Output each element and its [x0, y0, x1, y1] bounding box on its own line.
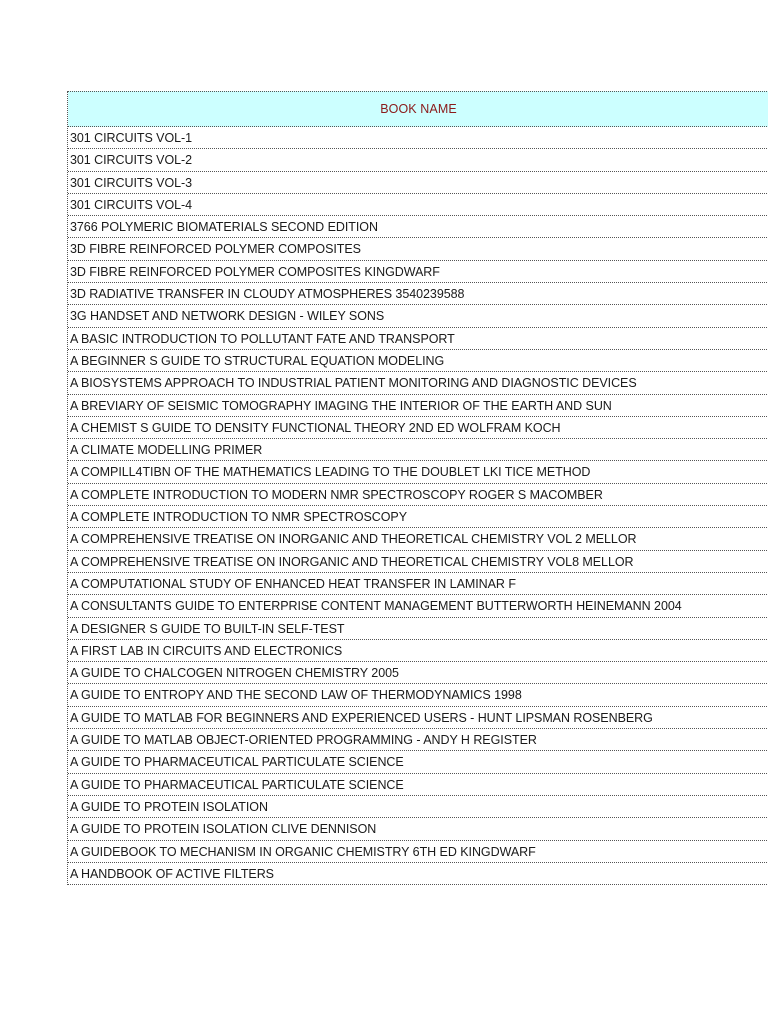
table-row: A CONSULTANTS GUIDE TO ENTERPRISE CONTENT MANAGEMENT BUTTERWORTH HEINEMANN 2004 [68, 595, 768, 617]
table-row: 301 CIRCUITS VOL-3 [68, 172, 768, 194]
table-row: A GUIDE TO ENTROPY AND THE SECOND LAW OF THERMODYNAMICS 1998 [68, 684, 768, 706]
table-row: 301 CIRCUITS VOL-2 [68, 149, 768, 171]
table-row: A BASIC INTRODUCTION TO POLLUTANT FATE AND TRANSPORT [68, 328, 768, 350]
table-row: A BEGINNER S GUIDE TO STRUCTURAL EQUATION MODELING [68, 350, 768, 372]
table-row: A COMPREHENSIVE TREATISE ON INORGANIC AND THEORETICAL CHEMISTRY VOL 2 MELLOR [68, 528, 768, 550]
book-list-table [67, 91, 768, 885]
table-row: 3G HANDSET AND NETWORK DESIGN - WILEY SONS [68, 305, 768, 327]
table-row: A FIRST LAB IN CIRCUITS AND ELECTRONICS [68, 640, 768, 662]
table-row: A GUIDE TO PHARMACEUTICAL PARTICULATE SCIENCE [68, 751, 768, 773]
table-row: A GUIDE TO PROTEIN ISOLATION [68, 796, 768, 818]
table-row: A GUIDE TO MATLAB FOR BEGINNERS AND EXPERIENCED USERS - HUNT LIPSMAN ROSENBERG [68, 707, 768, 729]
table-row: A DESIGNER S GUIDE TO BUILT-IN SELF-TEST [68, 618, 768, 640]
table-row: A GUIDE TO CHALCOGEN NITROGEN CHEMISTRY 2005 [68, 662, 768, 684]
table-row: A BIOSYSTEMS APPROACH TO INDUSTRIAL PATIENT MONITORING AND DIAGNOSTIC DEVICES [68, 372, 768, 394]
table-row: A GUIDE TO PROTEIN ISOLATION CLIVE DENNISON [68, 818, 768, 840]
table-row: A COMPLETE INTRODUCTION TO MODERN NMR SPECTROSCOPY ROGER S MACOMBER [68, 484, 768, 506]
table-row: 3D FIBRE REINFORCED POLYMER COMPOSITES [68, 238, 768, 260]
table-row: A COMPLETE INTRODUCTION TO NMR SPECTROSCOPY [68, 506, 768, 528]
table-row: 301 CIRCUITS VOL-1 [68, 127, 768, 149]
table-row: A CHEMIST S GUIDE TO DENSITY FUNCTIONAL THEORY 2ND ED WOLFRAM KOCH [68, 417, 768, 439]
table-row: A BREVIARY OF SEISMIC TOMOGRAPHY IMAGING THE INTERIOR OF THE EARTH AND SUN [68, 395, 768, 417]
table-row: A GUIDE TO MATLAB OBJECT-ORIENTED PROGRAMMING - ANDY H REGISTER [68, 729, 768, 751]
table-row: A GUIDE TO PHARMACEUTICAL PARTICULATE SCIENCE [68, 774, 768, 796]
table-row: 3D RADIATIVE TRANSFER IN CLOUDY ATMOSPHERES 3540239588 [68, 283, 768, 305]
table-row: A GUIDEBOOK TO MECHANISM IN ORGANIC CHEMISTRY 6TH ED KINGDWARF [68, 841, 768, 863]
table-row: 3D FIBRE REINFORCED POLYMER COMPOSITES KINGDWARF [68, 261, 768, 283]
table-row: A COMPILL4TIBN OF THE MATHEMATICS LEADING TO THE DOUBLET LKI TICE METHOD [68, 461, 768, 483]
table-row: A CLIMATE MODELLING PRIMER [68, 439, 768, 461]
table-row: 301 CIRCUITS VOL-4 [68, 194, 768, 216]
table-row: 3766 POLYMERIC BIOMATERIALS SECOND EDITION [68, 216, 768, 238]
table-row: A HANDBOOK OF ACTIVE FILTERS [68, 863, 768, 885]
table-row: A COMPREHENSIVE TREATISE ON INORGANIC AND THEORETICAL CHEMISTRY VOL8 MELLOR [68, 551, 768, 573]
table-row: A COMPUTATIONAL STUDY OF ENHANCED HEAT TRANSFER IN LAMINAR F [68, 573, 768, 595]
column-header-book-name: BOOK NAME [68, 91, 768, 127]
